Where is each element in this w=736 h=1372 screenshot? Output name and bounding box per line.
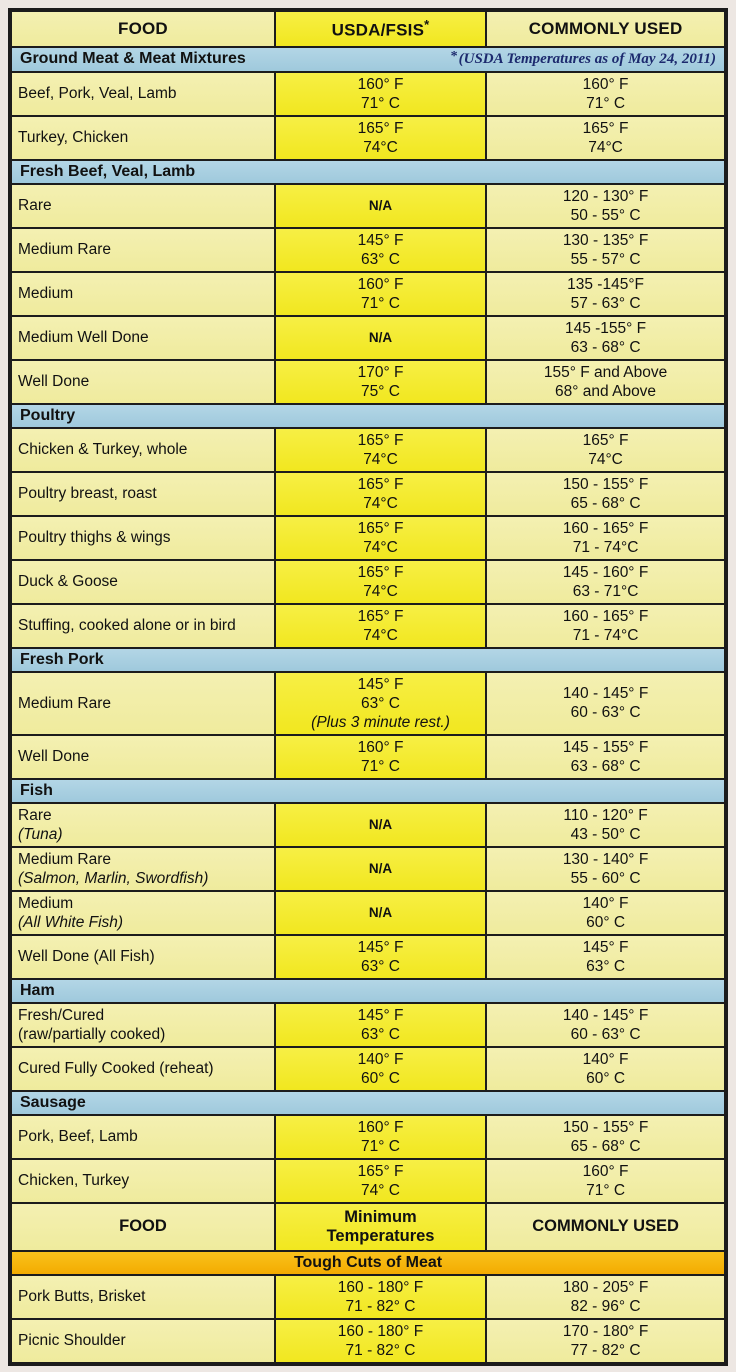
food-name: Poultry thighs & wings (18, 529, 171, 547)
common-temp-cell (486, 1159, 726, 1203)
usda-temp-cell (275, 428, 486, 472)
food-name: Beef, Pork, Veal, Lamb (18, 85, 177, 103)
food-name: Medium Rare (18, 694, 112, 712)
common-temp-line: 71° C (586, 94, 626, 112)
common-temp-line: 145 - 155° F (562, 738, 649, 756)
usda-temp-line: 63° C (361, 250, 400, 268)
common-temp-line: 71 - 74°C (572, 626, 639, 644)
table-row-chicken-turkey-whole (10, 428, 726, 472)
section-title-cell (10, 648, 726, 672)
food-name: Rare (18, 806, 52, 824)
section-title-cell (10, 47, 726, 72)
food-name: Medium (18, 285, 74, 303)
section-title: Fish (20, 781, 53, 799)
usda-temp-cell (275, 472, 486, 516)
food-name-cell (10, 604, 275, 648)
section-title-cell (10, 1251, 726, 1275)
usda-temp-cell (275, 560, 486, 604)
common-temp-cell (486, 472, 726, 516)
food-name-cell (10, 803, 275, 847)
food-name-cell (10, 72, 275, 116)
food-subtext: (raw/partially cooked) (18, 1025, 166, 1043)
section-title: Fresh Beef, Veal, Lamb (20, 162, 196, 180)
food-name-cell (10, 935, 275, 979)
common-temp-cell (486, 935, 726, 979)
food-name: Chicken, Turkey (18, 1172, 130, 1190)
section-bar-fresh-beef-veal-lamb (10, 160, 726, 184)
food-name: Picnic Shoulder (18, 1332, 126, 1350)
usda-temp-line: 160° F (357, 1118, 404, 1136)
food-name: Medium (18, 894, 74, 912)
usda-temp-line: 71° C (361, 1137, 400, 1155)
food-name: Rare (18, 197, 52, 215)
usda-temp-line: 60° C (361, 1069, 400, 1087)
table-row-rare (10, 803, 726, 847)
common-temp-line: 63° C (586, 957, 626, 975)
usda-temp-line: 74°C (363, 582, 398, 600)
common-temp-line: 165° F (582, 431, 629, 449)
common-temp-line: 145 - 160° F (562, 563, 649, 581)
common-temp-cell (486, 116, 726, 160)
food-name: Stuffing, cooked alone or in bird (18, 617, 236, 635)
common-temp-cell (486, 228, 726, 272)
food-name-cell (10, 360, 275, 404)
common-temp-line: 63 - 68° C (570, 338, 641, 356)
header-usda (275, 10, 486, 47)
common-temp-line: 150 - 155° F (562, 1118, 649, 1136)
section-title-cell (10, 404, 726, 428)
food-name-cell (10, 228, 275, 272)
repeat-header-usda-line: Minimum (344, 1207, 417, 1226)
food-subtext: (All White Fish) (18, 913, 124, 931)
usda-temp-line: 63° C (361, 1025, 400, 1043)
food-name-cell (10, 847, 275, 891)
common-temp-line: 55 - 60° C (570, 869, 641, 887)
table-row-stuffing-cooked-alone-or-in-bird (10, 604, 726, 648)
common-temp-line: 160 - 165° F (562, 519, 649, 537)
common-temp-line: 60 - 63° C (570, 1025, 641, 1043)
usda-temp-cell (275, 316, 486, 360)
common-temp-line: 140° F (582, 894, 629, 912)
food-subtext: (Salmon, Marlin, Swordfish) (18, 869, 209, 887)
common-temp-line: 60 - 63° C (570, 704, 641, 722)
usda-temp-cell (275, 604, 486, 648)
common-temp-cell (486, 604, 726, 648)
usda-temp-cell (275, 1319, 486, 1364)
food-name-cell (10, 1115, 275, 1159)
table-row-pork-beef-lamb (10, 1115, 726, 1159)
section-title-cell (10, 979, 726, 1003)
common-temp-line: 60° C (586, 913, 626, 931)
common-temp-line: 43 - 50° C (570, 825, 641, 843)
table-row-beef-pork-veal-lamb (10, 72, 726, 116)
common-temp-line: 110 - 120° F (563, 806, 648, 824)
common-temp-line: 130 - 140° F (562, 850, 649, 868)
table-row-pork-butts-brisket (10, 1275, 726, 1319)
section-title: Ham (20, 981, 55, 999)
header-usda-asterisk: * (424, 17, 430, 32)
common-temp-cell (486, 1003, 726, 1047)
usda-temp-line: 165° F (357, 1162, 404, 1180)
common-temp-line: 140° F (582, 1050, 629, 1068)
common-temp-line: 170 - 180° F (562, 1322, 649, 1340)
common-temp-line: 57 - 63° C (570, 294, 641, 312)
meat-temperature-table (8, 8, 728, 1366)
common-temp-cell (486, 560, 726, 604)
usda-temp-line: 160 - 180° F (337, 1322, 424, 1340)
section-title: Poultry (20, 406, 76, 424)
food-name-cell (10, 516, 275, 560)
usda-temp-line: 170° F (357, 363, 404, 381)
repeat-header-row (10, 1203, 726, 1251)
common-temp-cell (486, 847, 726, 891)
table-row-cured-fully-cooked-reheat (10, 1047, 726, 1091)
usda-temp-line: 71° C (361, 94, 400, 112)
usda-temp-line: 63° C (361, 957, 400, 975)
section-title: Fresh Pork (20, 650, 104, 668)
table-row-fresh-cured (10, 1003, 726, 1047)
food-name: Cured Fully Cooked (reheat) (18, 1060, 214, 1078)
common-temp-cell (486, 360, 726, 404)
common-temp-cell (486, 672, 726, 735)
usda-temp-line: 165° F (357, 607, 404, 625)
usda-temp-line: 165° F (357, 475, 404, 493)
usda-temp-line: 145° F (357, 231, 404, 249)
table-row-picnic-shoulder (10, 1319, 726, 1364)
repeat-header-usda-line: Temperatures (326, 1226, 435, 1245)
common-temp-line: 77 - 82° C (570, 1341, 641, 1359)
section-title: Tough Cuts of Meat (293, 1253, 443, 1271)
usda-temp-line: 71 - 82° C (345, 1341, 416, 1359)
usda-temp-line: 74°C (363, 450, 398, 468)
usda-temp-cell (275, 360, 486, 404)
usda-temp-line: 160° F (357, 738, 404, 756)
usda-temp-cell (275, 116, 486, 160)
table-row-chicken-turkey (10, 1159, 726, 1203)
common-temp-cell (486, 1115, 726, 1159)
food-name: Fresh/Cured (18, 1006, 105, 1024)
usda-temp-line: 145° F (357, 938, 404, 956)
common-temp-line: 145 -155° F (564, 319, 647, 337)
common-temp-line: 71 - 74°C (572, 538, 639, 556)
section-title-cell (10, 1091, 726, 1115)
section-bar-poultry (10, 404, 726, 428)
food-name-cell (10, 272, 275, 316)
food-name: Turkey, Chicken (18, 129, 129, 147)
usda-temp-line: 74°C (363, 138, 398, 156)
section-note: *(USDA Temperatures as of May 24, 2011) (450, 48, 716, 67)
common-temp-cell (486, 1275, 726, 1319)
common-temp-cell (486, 72, 726, 116)
table-row-medium-well-done (10, 316, 726, 360)
usda-temp-line: N/A (368, 817, 393, 833)
usda-temp-cell (275, 228, 486, 272)
usda-temp-line: 165° F (357, 519, 404, 537)
usda-temp-cell (275, 1275, 486, 1319)
food-name: Well Done (All Fish) (18, 948, 155, 966)
table-row-medium-rare (10, 847, 726, 891)
section-title-cell (10, 779, 726, 803)
common-temp-line: 50 - 55° C (570, 206, 641, 224)
usda-temp-line: 160 - 180° F (337, 1278, 424, 1296)
usda-temp-cell (275, 184, 486, 228)
common-temp-line: 135 -145°F (567, 275, 644, 293)
food-name-cell (10, 184, 275, 228)
section-bar-tough-cuts-of-meat (10, 1251, 726, 1275)
food-name: Medium Rare (18, 241, 112, 259)
usda-temp-cell (275, 847, 486, 891)
usda-temp-cell (275, 735, 486, 779)
common-temp-cell (486, 891, 726, 935)
usda-temp-line: 74°C (363, 494, 398, 512)
usda-temp-cell (275, 935, 486, 979)
usda-temp-line: 145° F (357, 675, 404, 693)
header-common: COMMONLY USED (486, 10, 726, 47)
common-temp-line: 68° and Above (555, 382, 657, 400)
usda-temp-cell (275, 1047, 486, 1091)
food-name-cell (10, 1003, 275, 1047)
usda-temp-line: 165° F (357, 431, 404, 449)
food-name-cell (10, 316, 275, 360)
usda-temp-line: 165° F (357, 119, 404, 137)
common-temp-line: 150 - 155° F (562, 475, 649, 493)
usda-temp-line: 165° F (357, 563, 404, 581)
section-bar-sausage (10, 1091, 726, 1115)
common-temp-cell (486, 516, 726, 560)
food-name-cell (10, 672, 275, 735)
common-temp-line: 160° F (582, 75, 629, 93)
usda-temp-cell (275, 272, 486, 316)
usda-temp-cell (275, 891, 486, 935)
table-row-duck-goose (10, 560, 726, 604)
common-temp-cell (486, 428, 726, 472)
common-temp-cell (486, 1319, 726, 1364)
table-row-well-done (10, 360, 726, 404)
common-temp-line: 130 - 135° F (562, 231, 649, 249)
table-row-medium (10, 891, 726, 935)
food-name-cell (10, 1159, 275, 1203)
common-temp-line: 140 - 145° F (562, 1006, 649, 1024)
food-name-cell (10, 560, 275, 604)
usda-temp-line: 71 - 82° C (345, 1297, 416, 1315)
food-name-cell (10, 1319, 275, 1364)
common-temp-line: 60° C (586, 1069, 626, 1087)
food-name-cell (10, 891, 275, 935)
section-note-asterisk: * (450, 48, 458, 64)
table-row-medium-rare (10, 672, 726, 735)
common-temp-cell (486, 735, 726, 779)
usda-temp-cell (275, 516, 486, 560)
table-row-poultry-thighs-wings (10, 516, 726, 560)
section-bar-fresh-pork (10, 648, 726, 672)
food-name-cell (10, 1275, 275, 1319)
food-name-cell (10, 116, 275, 160)
table-row-turkey-chicken (10, 116, 726, 160)
food-name: Pork, Beef, Lamb (18, 1128, 138, 1146)
section-bar-fish (10, 779, 726, 803)
food-name: Poultry breast, roast (18, 485, 157, 503)
main-header-row (10, 10, 726, 47)
usda-temp-line: 63° C (361, 694, 400, 712)
section-title: Sausage (20, 1093, 86, 1111)
repeat-header-common: COMMONLY USED (486, 1203, 726, 1251)
header-food: FOOD (10, 10, 275, 47)
usda-note: (Plus 3 minute rest.) (311, 713, 450, 731)
common-temp-line: 71° C (586, 1181, 626, 1199)
header-usda-label: USDA/FSIS (331, 20, 425, 40)
common-temp-line: 65 - 68° C (570, 1137, 641, 1155)
usda-temp-cell (275, 72, 486, 116)
usda-temp-line: 71° C (361, 294, 400, 312)
section-flex (20, 50, 716, 69)
food-name-cell (10, 1047, 275, 1091)
common-temp-cell (486, 316, 726, 360)
common-temp-cell (486, 272, 726, 316)
food-name: Medium Well Done (18, 329, 149, 347)
food-name: Well Done (18, 748, 90, 766)
usda-temp-line: 160° F (357, 275, 404, 293)
common-temp-line: 82 - 96° C (570, 1297, 641, 1315)
usda-temp-line: 75° C (361, 382, 400, 400)
usda-temp-line: 74° C (361, 1181, 400, 1199)
usda-temp-line: N/A (368, 330, 393, 346)
common-temp-line: 155° F and Above (543, 363, 668, 381)
usda-temp-cell (275, 672, 486, 735)
section-title: Ground Meat & Meat Mixtures (20, 50, 246, 68)
food-name-cell (10, 735, 275, 779)
common-temp-line: 160 - 165° F (562, 607, 649, 625)
common-temp-cell (486, 184, 726, 228)
common-temp-cell (486, 803, 726, 847)
food-name: Medium Rare (18, 850, 112, 868)
usda-temp-line: 145° F (357, 1006, 404, 1024)
common-temp-line: 180 - 205° F (562, 1278, 649, 1296)
table-row-rare (10, 184, 726, 228)
usda-temp-line: 160° F (357, 75, 404, 93)
common-temp-line: 63 - 68° C (570, 757, 641, 775)
common-temp-line: 120 - 130° F (562, 187, 649, 205)
food-name: Duck & Goose (18, 573, 118, 591)
food-name: Well Done (18, 373, 90, 391)
common-temp-line: 165° F (582, 119, 629, 137)
table-body (10, 47, 726, 1364)
table-row-medium (10, 272, 726, 316)
section-bar-ground-meat-meat-mixtures (10, 47, 726, 72)
usda-temp-cell (275, 1003, 486, 1047)
table-row-well-done (10, 735, 726, 779)
usda-temp-line: N/A (368, 905, 393, 921)
repeat-header-usda (275, 1203, 486, 1251)
section-bar-ham (10, 979, 726, 1003)
usda-temp-cell (275, 803, 486, 847)
food-subtext: (Tuna) (18, 825, 63, 843)
food-name: Pork Butts, Brisket (18, 1288, 146, 1306)
usda-temp-line: N/A (368, 861, 393, 877)
common-temp-line: 160° F (582, 1162, 629, 1180)
common-temp-line: 55 - 57° C (570, 250, 641, 268)
usda-temp-line: 74°C (363, 538, 398, 556)
table-head (10, 10, 726, 47)
table-row-well-done-all-fish (10, 935, 726, 979)
usda-temp-cell (275, 1159, 486, 1203)
common-temp-line: 74°C (588, 138, 623, 156)
common-temp-line: 74°C (588, 450, 623, 468)
usda-temp-line: 74°C (363, 626, 398, 644)
usda-temp-line: 140° F (357, 1050, 404, 1068)
section-title-cell (10, 160, 726, 184)
common-temp-line: 140 - 145° F (562, 685, 649, 703)
table-row-poultry-breast-roast (10, 472, 726, 516)
common-temp-cell (486, 1047, 726, 1091)
common-temp-line: 65 - 68° C (570, 494, 641, 512)
repeat-header-food: FOOD (10, 1203, 275, 1251)
food-name-cell (10, 472, 275, 516)
usda-temp-line: N/A (368, 198, 393, 214)
food-name-cell (10, 428, 275, 472)
usda-temp-cell (275, 1115, 486, 1159)
food-name: Chicken & Turkey, whole (18, 441, 188, 459)
table-row-medium-rare (10, 228, 726, 272)
common-temp-line: 145° F (582, 938, 629, 956)
common-temp-line: 63 - 71°C (572, 582, 639, 600)
usda-temp-line: 71° C (361, 757, 400, 775)
